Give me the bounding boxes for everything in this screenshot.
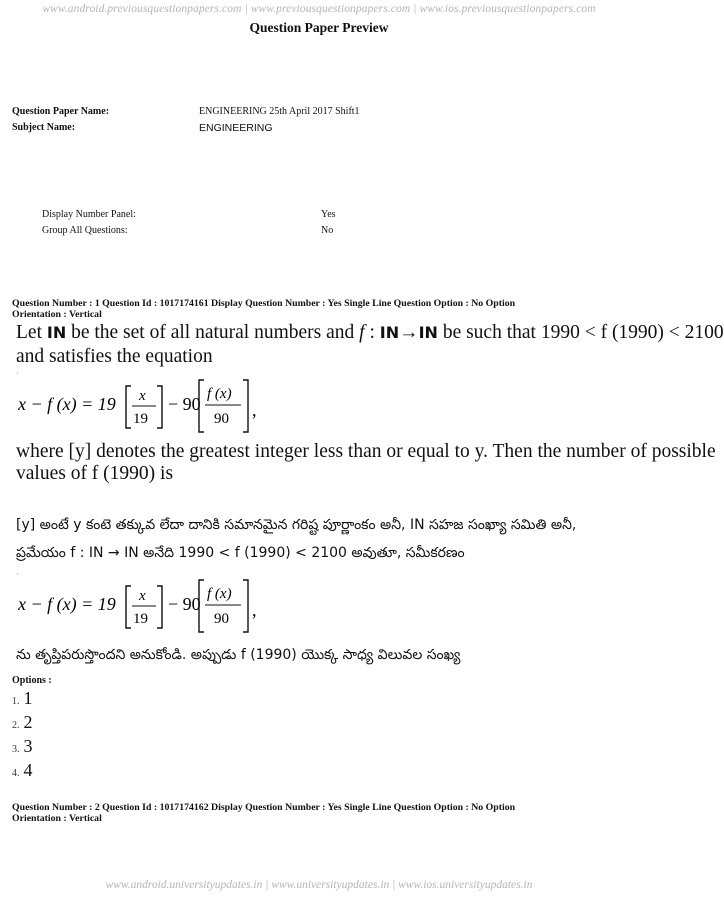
eq-lhs: x − f (x) = 19 (18, 594, 116, 614)
bracket-close (243, 580, 248, 632)
question-1-meta (12, 298, 632, 320)
natural-numbers-symbol: IN (46, 323, 67, 342)
eq-mid: − 90 (168, 594, 201, 614)
display-number-panel-label: Display Number Panel: (42, 209, 136, 220)
question-2-meta (12, 802, 632, 824)
option-value: 1 (23, 688, 33, 708)
q1-en-l1-a: Let (16, 322, 47, 343)
mark-dot: · (16, 369, 19, 378)
frac2-num: f (x) (207, 386, 232, 402)
bracket-open (126, 586, 131, 628)
group-all-questions-value: No (321, 225, 334, 236)
arrow-symbol: → (399, 322, 419, 343)
frac1-den: 19 (133, 411, 148, 427)
question-1-telugu-line3: ను తృప్తిపరుస్తొందని అనుకోండి. అప్పుడు f (1990) యొక్క సాధ్య విలువల సంఖ్య (16, 647, 461, 663)
eq-end: , (252, 400, 257, 420)
paper-name-value: ENGINEERING 25th April 2017 Shift1 (199, 106, 360, 117)
bracket-close (157, 586, 162, 628)
paper-name-label: Question Paper Name: (12, 106, 110, 117)
option-value: 3 (23, 736, 33, 756)
option-3[interactable] (12, 736, 33, 757)
natural-numbers-symbol: IN (379, 323, 400, 342)
option-1[interactable] (12, 688, 33, 709)
natural-numbers-symbol: IN (418, 323, 438, 342)
q1-en-l1-b: be the set of all natural numbers and (66, 322, 360, 343)
q1-en-l1-c: : (364, 322, 380, 343)
frac2-den: 90 (214, 411, 229, 427)
group-all-questions-label: Group All Questions: (42, 225, 128, 236)
q1-en-l1-f: f (359, 322, 365, 343)
options-label: Options : (12, 675, 52, 686)
header-watermark: www.android.previousquestionpapers.com | www.previousquestionpapers.com | www.ios.previousquestionpapers.com (42, 3, 596, 15)
bracket-open (126, 386, 131, 428)
subject-name-value: ENGINEERING (199, 122, 273, 134)
frac1-num: x (139, 388, 146, 404)
option-number: 3. (12, 744, 20, 755)
display-number-panel-value: Yes (321, 209, 336, 220)
option-value: 4 (23, 760, 33, 780)
frac2-num: f (x) (207, 586, 232, 602)
bracket-close (243, 380, 248, 432)
page-title: Question Paper Preview (249, 20, 389, 35)
eq-lhs: x − f (x) = 19 (18, 394, 116, 414)
option-number: 4. (12, 768, 20, 779)
option-number: 1. (12, 696, 20, 707)
question-1-english-line2: and satisfies the equation (16, 346, 213, 367)
eq-mid: − 90 (168, 394, 201, 414)
q1-en-l1-d: be such that 1990 < f (1990) < 2100 (437, 322, 724, 343)
option-4[interactable] (12, 760, 33, 781)
option-2[interactable] (12, 712, 33, 733)
question-1-english-line4: values of f (1990) is (16, 463, 174, 484)
question-1-english-line1 (16, 321, 724, 345)
frac1-num: x (139, 588, 146, 604)
question-1-english-line3: where [y] denotes the greatest integer less than or equal to y. Then the number of possible (16, 441, 716, 462)
eq-end: , (252, 600, 257, 620)
question-1-equation-en (14, 376, 294, 434)
mark-dot: · (16, 570, 19, 579)
frac2-den: 90 (214, 611, 229, 627)
question-1-telugu-line1: [y] అంటే y కంటె తక్కువ లేదా దానికి సమానమైన గరిష్ట పూర్ణాంకం అనీ, IN సహజ సంఖ్యా సమితి అనీ, (16, 517, 577, 533)
footer-watermark: www.android.universityupdates.in | www.universityupdates.in | www.ios.universityupdates.in (105, 879, 533, 891)
question-1-telugu-line2: ప్రమేయం f : IN → IN అనేది 1990 < f (1990) < 2100 అవుతూ, సమీకరణం (16, 545, 465, 561)
question-2-meta-line2: Orientation : Vertical (12, 813, 102, 824)
option-value: 2 (23, 712, 33, 732)
question-2-meta-line1: Question Number : 2 Question Id : 1017174162 Display Question Number : Yes Single Line Question Option : No Option (12, 802, 516, 813)
subject-name-label: Subject Name: (12, 122, 76, 133)
question-1-meta-line1: Question Number : 1 Question Id : 1017174161 Display Question Number : Yes Single Line Question Option : No Option (12, 298, 516, 309)
bracket-close (157, 386, 162, 428)
question-1-equation-te (14, 576, 294, 634)
option-number: 2. (12, 720, 20, 731)
frac1-den: 19 (133, 611, 148, 627)
question-1-meta-line2: Orientation : Vertical (12, 309, 102, 320)
